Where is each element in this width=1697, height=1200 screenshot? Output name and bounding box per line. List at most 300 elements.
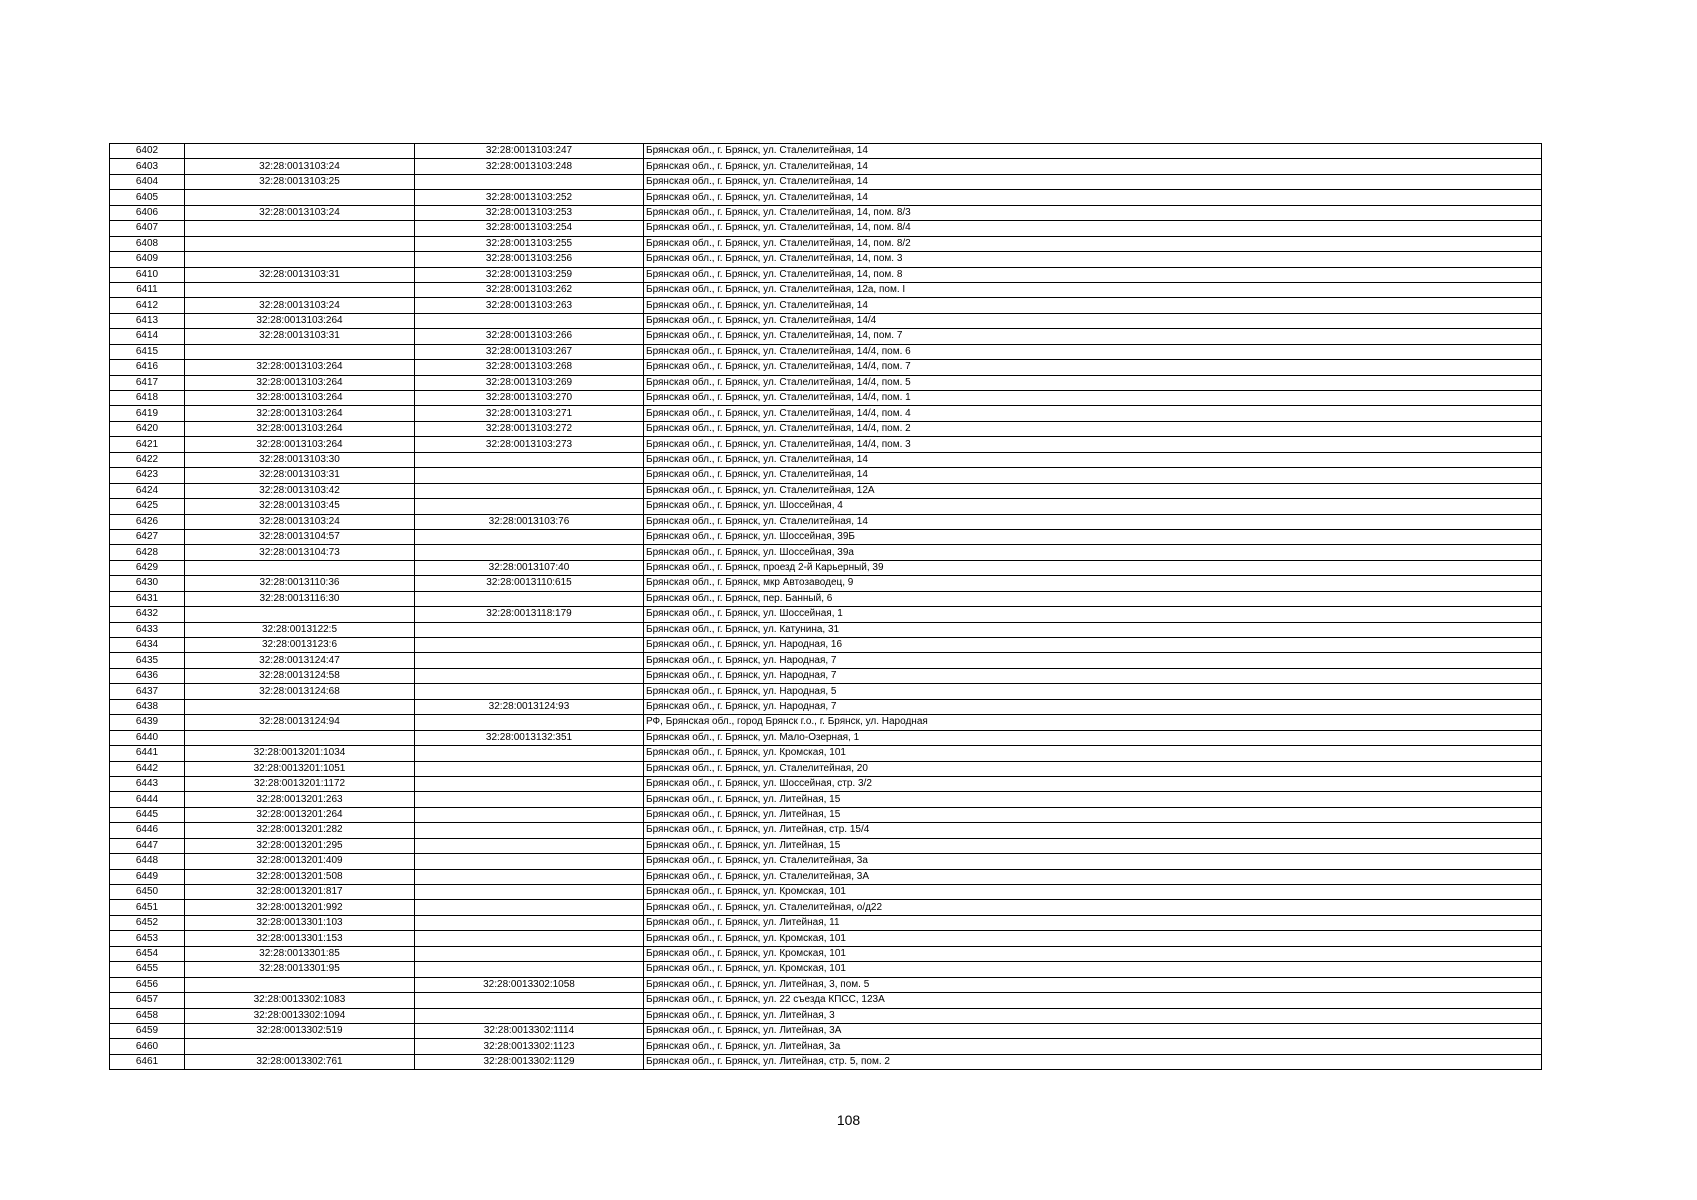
object-cadastral-number-cell <box>415 1008 644 1023</box>
table-row <box>110 252 1542 267</box>
object-cadastral-number-cell <box>415 591 644 606</box>
land-cadastral-number-cell: 32:28:0013103:42 <box>185 483 415 498</box>
object-cadastral-number-cell: 32:28:0013103:273 <box>415 437 644 452</box>
address-cell: Брянская обл., г. Брянск, ул. Шоссейная, 39а <box>644 545 1542 560</box>
address-cell: Брянская обл., г. Брянск, ул. Литейная, 15 <box>644 838 1542 853</box>
land-cadastral-number-cell <box>185 282 415 297</box>
address-cell: Брянская обл., г. Брянск, проезд 2-й Карьерный, 39 <box>644 560 1542 575</box>
land-cadastral-number-cell <box>185 1039 415 1054</box>
object-cadastral-number-cell <box>415 483 644 498</box>
address-cell: Брянская обл., г. Брянск, ул. Сталелитейная, 14/4, пом. 6 <box>644 344 1542 359</box>
object-cadastral-number-cell: 32:28:0013103:272 <box>415 421 644 436</box>
table-row <box>110 159 1542 174</box>
object-cadastral-number-cell: 32:28:0013103:255 <box>415 236 644 251</box>
address-cell: Брянская обл., г. Брянск, ул. Литейная, 3 <box>644 1008 1542 1023</box>
table-row <box>110 483 1542 498</box>
address-cell: Брянская обл., г. Брянск, ул. Сталелитейная, 14, пом. 3 <box>644 252 1542 267</box>
object-cadastral-number-cell: 32:28:0013103:247 <box>415 144 644 159</box>
land-cadastral-number-cell <box>185 977 415 992</box>
address-cell: Брянская обл., г. Брянск, ул. Сталелитейная, 14/4 <box>644 313 1542 328</box>
table-row <box>110 668 1542 683</box>
row-number-cell: 6441 <box>110 746 185 761</box>
table-row <box>110 576 1542 591</box>
table-row <box>110 1054 1542 1069</box>
land-cadastral-number-cell: 32:28:0013124:58 <box>185 668 415 683</box>
row-number-cell: 6430 <box>110 576 185 591</box>
object-cadastral-number-cell: 32:28:0013132:351 <box>415 730 644 745</box>
table-row <box>110 838 1542 853</box>
address-cell: Брянская обл., г. Брянск, ул. Сталелитейная, 12А <box>644 483 1542 498</box>
page-number: 108 <box>836 1112 861 1128</box>
land-cadastral-number-cell: 32:28:0013103:45 <box>185 499 415 514</box>
address-cell: Брянская обл., г. Брянск, ул. Сталелитейная, 14, пом. 8/2 <box>644 236 1542 251</box>
object-cadastral-number-cell: 32:28:0013302:1123 <box>415 1039 644 1054</box>
land-cadastral-number-cell: 32:28:0013103:31 <box>185 329 415 344</box>
land-cadastral-number-cell: 32:28:0013110:36 <box>185 576 415 591</box>
row-number-cell: 6449 <box>110 869 185 884</box>
table-row <box>110 885 1542 900</box>
row-number-cell: 6415 <box>110 344 185 359</box>
object-cadastral-number-cell <box>415 313 644 328</box>
table-row <box>110 174 1542 189</box>
land-cadastral-number-cell: 32:28:0013103:264 <box>185 406 415 421</box>
row-number-cell: 6408 <box>110 236 185 251</box>
table-row <box>110 869 1542 884</box>
address-cell: Брянская обл., г. Брянск, ул. 22 съезда КПСС, 123А <box>644 993 1542 1008</box>
object-cadastral-number-cell: 32:28:0013103:256 <box>415 252 644 267</box>
row-number-cell: 6404 <box>110 174 185 189</box>
address-cell: Брянская обл., г. Брянск, мкр Автозаводец, 9 <box>644 576 1542 591</box>
row-number-cell: 6460 <box>110 1039 185 1054</box>
address-cell: Брянская обл., г. Брянск, ул. Кромская, 101 <box>644 962 1542 977</box>
object-cadastral-number-cell <box>415 668 644 683</box>
land-cadastral-number-cell: 32:28:0013103:31 <box>185 267 415 282</box>
table-row <box>110 638 1542 653</box>
address-cell: Брянская обл., г. Брянск, ул. Народная, 7 <box>644 653 1542 668</box>
address-cell: Брянская обл., г. Брянск, ул. Литейная, 15 <box>644 807 1542 822</box>
land-cadastral-number-cell: 32:28:0013201:263 <box>185 792 415 807</box>
land-cadastral-number-cell <box>185 699 415 714</box>
table-row <box>110 715 1542 730</box>
object-cadastral-number-cell <box>415 823 644 838</box>
table-row <box>110 282 1542 297</box>
table-row <box>110 545 1542 560</box>
object-cadastral-number-cell <box>415 529 644 544</box>
table-row <box>110 360 1542 375</box>
object-cadastral-number-cell <box>415 622 644 637</box>
land-cadastral-number-cell <box>185 607 415 622</box>
object-cadastral-number-cell <box>415 915 644 930</box>
object-cadastral-number-cell <box>415 792 644 807</box>
address-cell: Брянская обл., г. Брянск, ул. Литейная, 3А <box>644 1023 1542 1038</box>
row-number-cell: 6448 <box>110 854 185 869</box>
address-cell: Брянская обл., г. Брянск, ул. Литейная, 3а <box>644 1039 1542 1054</box>
land-cadastral-number-cell: 32:28:0013103:24 <box>185 514 415 529</box>
row-number-cell: 6437 <box>110 684 185 699</box>
row-number-cell: 6422 <box>110 452 185 467</box>
row-number-cell: 6451 <box>110 900 185 915</box>
row-number-cell: 6450 <box>110 885 185 900</box>
table-row <box>110 900 1542 915</box>
address-cell: Брянская обл., г. Брянск, ул. Кромская, 101 <box>644 931 1542 946</box>
land-cadastral-number-cell: 32:28:0013201:409 <box>185 854 415 869</box>
table-row <box>110 205 1542 220</box>
table-row <box>110 931 1542 946</box>
table-row <box>110 699 1542 714</box>
object-cadastral-number-cell <box>415 900 644 915</box>
address-cell: Брянская обл., г. Брянск, ул. Сталелитейная, 3а <box>644 854 1542 869</box>
address-cell: Брянская обл., г. Брянск, ул. Литейная, стр. 5, пом. 2 <box>644 1054 1542 1069</box>
address-cell: Брянская обл., г. Брянск, ул. Сталелитейная, 12а, пом. I <box>644 282 1542 297</box>
address-cell: Брянская обл., г. Брянск, ул. Сталелитейная, 20 <box>644 761 1542 776</box>
land-cadastral-number-cell: 32:28:0013301:85 <box>185 946 415 961</box>
table-row <box>110 236 1542 251</box>
land-cadastral-number-cell: 32:28:0013103:24 <box>185 205 415 220</box>
object-cadastral-number-cell: 32:28:0013118:179 <box>415 607 644 622</box>
row-number-cell: 6461 <box>110 1054 185 1069</box>
address-cell: Брянская обл., г. Брянск, ул. Сталелитейная, 14/4, пом. 4 <box>644 406 1542 421</box>
address-cell: Брянская обл., г. Брянск, ул. Сталелитейная, 14 <box>644 468 1542 483</box>
land-cadastral-number-cell: 32:28:0013301:153 <box>185 931 415 946</box>
object-cadastral-number-cell <box>415 962 644 977</box>
object-cadastral-number-cell <box>415 746 644 761</box>
land-cadastral-number-cell: 32:28:0013302:1083 <box>185 993 415 1008</box>
row-number-cell: 6442 <box>110 761 185 776</box>
object-cadastral-number-cell: 32:28:0013103:271 <box>415 406 644 421</box>
land-cadastral-number-cell: 32:28:0013103:264 <box>185 437 415 452</box>
row-number-cell: 6456 <box>110 977 185 992</box>
address-cell: Брянская обл., г. Брянск, ул. Народная, 7 <box>644 668 1542 683</box>
address-cell: Брянская обл., г. Брянск, ул. Мало-Озерная, 1 <box>644 730 1542 745</box>
table-row <box>110 807 1542 822</box>
object-cadastral-number-cell <box>415 807 644 822</box>
row-number-cell: 6453 <box>110 931 185 946</box>
object-cadastral-number-cell <box>415 776 644 791</box>
object-cadastral-number-cell: 32:28:0013103:263 <box>415 298 644 313</box>
table-row <box>110 730 1542 745</box>
land-cadastral-number-cell: 32:28:0013302:1094 <box>185 1008 415 1023</box>
table-row <box>110 344 1542 359</box>
row-number-cell: 6429 <box>110 560 185 575</box>
land-cadastral-number-cell: 32:28:0013103:30 <box>185 452 415 467</box>
object-cadastral-number-cell <box>415 452 644 467</box>
address-cell: Брянская обл., г. Брянск, ул. Литейная, стр. 15/4 <box>644 823 1542 838</box>
table-row <box>110 437 1542 452</box>
address-cell: Брянская обл., г. Брянск, ул. Катунина, 31 <box>644 622 1542 637</box>
address-cell: Брянская обл., г. Брянск, ул. Сталелитейная, 14 <box>644 514 1542 529</box>
address-cell: Брянская обл., г. Брянск, ул. Кромская, 101 <box>644 746 1542 761</box>
land-cadastral-number-cell: 32:28:0013124:94 <box>185 715 415 730</box>
land-cadastral-number-cell: 32:28:0013103:264 <box>185 360 415 375</box>
row-number-cell: 6416 <box>110 360 185 375</box>
land-cadastral-number-cell: 32:28:0013302:761 <box>185 1054 415 1069</box>
row-number-cell: 6458 <box>110 1008 185 1023</box>
row-number-cell: 6420 <box>110 421 185 436</box>
row-number-cell: 6435 <box>110 653 185 668</box>
land-cadastral-number-cell: 32:28:0013123:6 <box>185 638 415 653</box>
land-cadastral-number-cell: 32:28:0013301:95 <box>185 962 415 977</box>
land-cadastral-number-cell: 32:28:0013302:519 <box>185 1023 415 1038</box>
address-cell: Брянская обл., г. Брянск, ул. Сталелитейная, 14/4, пом. 5 <box>644 375 1542 390</box>
object-cadastral-number-cell <box>415 946 644 961</box>
land-cadastral-number-cell: 32:28:0013201:282 <box>185 823 415 838</box>
row-number-cell: 6411 <box>110 282 185 297</box>
object-cadastral-number-cell: 32:28:0013107:40 <box>415 560 644 575</box>
object-cadastral-number-cell: 32:28:0013103:267 <box>415 344 644 359</box>
table-row <box>110 1008 1542 1023</box>
object-cadastral-number-cell: 32:28:0013103:262 <box>415 282 644 297</box>
address-cell: Брянская обл., г. Брянск, ул. Народная, 5 <box>644 684 1542 699</box>
object-cadastral-number-cell <box>415 993 644 1008</box>
address-cell: Брянская обл., г. Брянск, ул. Сталелитейная, 14, пом. 8/3 <box>644 205 1542 220</box>
address-cell: Брянская обл., г. Брянск, ул. Сталелитейная, 14 <box>644 298 1542 313</box>
row-number-cell: 6413 <box>110 313 185 328</box>
object-cadastral-number-cell <box>415 653 644 668</box>
land-cadastral-number-cell: 32:28:0013201:817 <box>185 885 415 900</box>
row-number-cell: 6457 <box>110 993 185 1008</box>
object-cadastral-number-cell: 32:28:0013302:1129 <box>415 1054 644 1069</box>
row-number-cell: 6444 <box>110 792 185 807</box>
object-cadastral-number-cell: 32:28:0013103:266 <box>415 329 644 344</box>
land-cadastral-number-cell: 32:28:0013104:73 <box>185 545 415 560</box>
object-cadastral-number-cell: 32:28:0013103:270 <box>415 391 644 406</box>
land-cadastral-number-cell <box>185 221 415 236</box>
land-cadastral-number-cell: 32:28:0013103:264 <box>185 421 415 436</box>
land-cadastral-number-cell <box>185 730 415 745</box>
row-number-cell: 6455 <box>110 962 185 977</box>
table-row <box>110 993 1542 1008</box>
row-number-cell: 6432 <box>110 607 185 622</box>
address-cell: Брянская обл., г. Брянск, ул. Шоссейная, 39Б <box>644 529 1542 544</box>
address-cell: Брянская обл., г. Брянск, ул. Сталелитейная, 14/4, пом. 1 <box>644 391 1542 406</box>
row-number-cell: 6417 <box>110 375 185 390</box>
land-cadastral-number-cell: 32:28:0013104:57 <box>185 529 415 544</box>
row-number-cell: 6431 <box>110 591 185 606</box>
address-cell: Брянская обл., г. Брянск, ул. Сталелитейная, 14, пом. 8 <box>644 267 1542 282</box>
row-number-cell: 6446 <box>110 823 185 838</box>
object-cadastral-number-cell <box>415 885 644 900</box>
land-cadastral-number-cell <box>185 144 415 159</box>
land-cadastral-number-cell <box>185 344 415 359</box>
object-cadastral-number-cell <box>415 854 644 869</box>
address-cell: Брянская обл., г. Брянск, ул. Сталелитейная, 14/4, пом. 7 <box>644 360 1542 375</box>
address-cell: Брянская обл., г. Брянск, пер. Банный, 6 <box>644 591 1542 606</box>
table-row <box>110 391 1542 406</box>
row-number-cell: 6406 <box>110 205 185 220</box>
table-row <box>110 267 1542 282</box>
address-cell: Брянская обл., г. Брянск, ул. Народная, 16 <box>644 638 1542 653</box>
object-cadastral-number-cell: 32:28:0013103:259 <box>415 267 644 282</box>
land-cadastral-number-cell <box>185 190 415 205</box>
row-number-cell: 6403 <box>110 159 185 174</box>
row-number-cell: 6434 <box>110 638 185 653</box>
object-cadastral-number-cell <box>415 174 644 189</box>
object-cadastral-number-cell: 32:28:0013302:1114 <box>415 1023 644 1038</box>
address-cell: Брянская обл., г. Брянск, ул. Шоссейная, 4 <box>644 499 1542 514</box>
table-row <box>110 329 1542 344</box>
table-row <box>110 761 1542 776</box>
object-cadastral-number-cell <box>415 468 644 483</box>
object-cadastral-number-cell: 32:28:0013103:76 <box>415 514 644 529</box>
address-cell: Брянская обл., г. Брянск, ул. Литейная, 3, пом. 5 <box>644 977 1542 992</box>
land-cadastral-number-cell: 32:28:0013301:103 <box>185 915 415 930</box>
object-cadastral-number-cell <box>415 931 644 946</box>
row-number-cell: 6436 <box>110 668 185 683</box>
object-cadastral-number-cell: 32:28:0013103:269 <box>415 375 644 390</box>
row-number-cell: 6438 <box>110 699 185 714</box>
table-row <box>110 977 1542 992</box>
address-cell: Брянская обл., г. Брянск, ул. Кромская, 101 <box>644 885 1542 900</box>
table-row <box>110 375 1542 390</box>
land-cadastral-number-cell: 32:28:0013201:264 <box>185 807 415 822</box>
table-row <box>110 915 1542 930</box>
address-cell: Брянская обл., г. Брянск, ул. Шоссейная, стр. 3/2 <box>644 776 1542 791</box>
land-cadastral-number-cell: 32:28:0013103:31 <box>185 468 415 483</box>
land-cadastral-number-cell: 32:28:0013201:992 <box>185 900 415 915</box>
row-number-cell: 6447 <box>110 838 185 853</box>
table-row <box>110 221 1542 236</box>
row-number-cell: 6443 <box>110 776 185 791</box>
land-cadastral-number-cell: 32:28:0013124:47 <box>185 653 415 668</box>
table-row <box>110 406 1542 421</box>
row-number-cell: 6454 <box>110 946 185 961</box>
object-cadastral-number-cell: 32:28:0013103:253 <box>415 205 644 220</box>
table-row <box>110 514 1542 529</box>
land-cadastral-number-cell <box>185 236 415 251</box>
object-cadastral-number-cell: 32:28:0013103:254 <box>415 221 644 236</box>
land-cadastral-number-cell: 32:28:0013103:264 <box>185 375 415 390</box>
land-cadastral-number-cell: 32:28:0013201:295 <box>185 838 415 853</box>
row-number-cell: 6440 <box>110 730 185 745</box>
row-number-cell: 6428 <box>110 545 185 560</box>
row-number-cell: 6421 <box>110 437 185 452</box>
row-number-cell: 6418 <box>110 391 185 406</box>
address-cell: Брянская обл., г. Брянск, ул. Шоссейная, 1 <box>644 607 1542 622</box>
land-cadastral-number-cell: 32:28:0013116:30 <box>185 591 415 606</box>
table-row <box>110 144 1542 159</box>
table-row <box>110 421 1542 436</box>
address-cell: Брянская обл., г. Брянск, ул. Сталелитейная, о/д22 <box>644 900 1542 915</box>
table-row <box>110 190 1542 205</box>
land-cadastral-number-cell: 32:28:0013103:24 <box>185 298 415 313</box>
object-cadastral-number-cell <box>415 715 644 730</box>
row-number-cell: 6452 <box>110 915 185 930</box>
row-number-cell: 6439 <box>110 715 185 730</box>
land-cadastral-number-cell: 32:28:0013103:264 <box>185 313 415 328</box>
address-cell: Брянская обл., г. Брянск, ул. Литейная, 11 <box>644 915 1542 930</box>
address-cell: Брянская обл., г. Брянск, ул. Сталелитейная, 14 <box>644 159 1542 174</box>
object-cadastral-number-cell <box>415 545 644 560</box>
registry-table-body <box>110 144 1542 1070</box>
row-number-cell: 6423 <box>110 468 185 483</box>
land-cadastral-number-cell: 32:28:0013103:24 <box>185 159 415 174</box>
table-row <box>110 622 1542 637</box>
address-cell: Брянская обл., г. Брянск, ул. Кромская, 101 <box>644 946 1542 961</box>
address-cell: Брянская обл., г. Брянск, ул. Сталелитейная, 14, пом. 7 <box>644 329 1542 344</box>
address-cell: Брянская обл., г. Брянск, ул. Сталелитейная, 14 <box>644 190 1542 205</box>
row-number-cell: 6405 <box>110 190 185 205</box>
table-row <box>110 1039 1542 1054</box>
address-cell: Брянская обл., г. Брянск, ул. Сталелитейная, 14/4, пом. 3 <box>644 437 1542 452</box>
row-number-cell: 6414 <box>110 329 185 344</box>
row-number-cell: 6419 <box>110 406 185 421</box>
table-row <box>110 746 1542 761</box>
row-number-cell: 6427 <box>110 529 185 544</box>
land-cadastral-number-cell: 32:28:0013124:68 <box>185 684 415 699</box>
row-number-cell: 6424 <box>110 483 185 498</box>
table-row <box>110 1023 1542 1038</box>
table-row <box>110 529 1542 544</box>
table-row <box>110 560 1542 575</box>
row-number-cell: 6409 <box>110 252 185 267</box>
land-cadastral-number-cell: 32:28:0013201:1172 <box>185 776 415 791</box>
table-row <box>110 298 1542 313</box>
object-cadastral-number-cell: 32:28:0013124:93 <box>415 699 644 714</box>
row-number-cell: 6433 <box>110 622 185 637</box>
land-cadastral-number-cell: 32:28:0013201:1051 <box>185 761 415 776</box>
address-cell: Брянская обл., г. Брянск, ул. Сталелитейная, 14, пом. 8/4 <box>644 221 1542 236</box>
object-cadastral-number-cell <box>415 638 644 653</box>
object-cadastral-number-cell <box>415 684 644 699</box>
row-number-cell: 6407 <box>110 221 185 236</box>
row-number-cell: 6402 <box>110 144 185 159</box>
land-cadastral-number-cell: 32:28:0013103:264 <box>185 391 415 406</box>
table-row <box>110 653 1542 668</box>
object-cadastral-number-cell: 32:28:0013103:252 <box>415 190 644 205</box>
table-row <box>110 776 1542 791</box>
row-number-cell: 6425 <box>110 499 185 514</box>
object-cadastral-number-cell <box>415 838 644 853</box>
table-row <box>110 591 1542 606</box>
row-number-cell: 6445 <box>110 807 185 822</box>
registry-table <box>109 143 1542 1070</box>
row-number-cell: 6412 <box>110 298 185 313</box>
object-cadastral-number-cell <box>415 869 644 884</box>
row-number-cell: 6410 <box>110 267 185 282</box>
land-cadastral-number-cell <box>185 252 415 267</box>
land-cadastral-number-cell: 32:28:0013201:1034 <box>185 746 415 761</box>
land-cadastral-number-cell: 32:28:0013201:508 <box>185 869 415 884</box>
address-cell: Брянская обл., г. Брянск, ул. Сталелитейная, 14/4, пом. 2 <box>644 421 1542 436</box>
table-row <box>110 792 1542 807</box>
address-cell: Брянская обл., г. Брянск, ул. Сталелитейная, 14 <box>644 144 1542 159</box>
address-cell: Брянская обл., г. Брянск, ул. Сталелитейная, 14 <box>644 174 1542 189</box>
table-row <box>110 499 1542 514</box>
table-row <box>110 962 1542 977</box>
object-cadastral-number-cell: 32:28:0013110:615 <box>415 576 644 591</box>
table-row <box>110 854 1542 869</box>
address-cell: Брянская обл., г. Брянск, ул. Сталелитейная, 3А <box>644 869 1542 884</box>
row-number-cell: 6426 <box>110 514 185 529</box>
row-number-cell: 6459 <box>110 1023 185 1038</box>
land-cadastral-number-cell: 32:28:0013103:25 <box>185 174 415 189</box>
land-cadastral-number-cell: 32:28:0013122:5 <box>185 622 415 637</box>
table-row <box>110 313 1542 328</box>
object-cadastral-number-cell: 32:28:0013103:248 <box>415 159 644 174</box>
object-cadastral-number-cell <box>415 499 644 514</box>
table-row <box>110 823 1542 838</box>
land-cadastral-number-cell <box>185 560 415 575</box>
address-cell: РФ, Брянская обл., город Брянск г.о., г. Брянск, ул. Народная <box>644 715 1542 730</box>
address-cell: Брянская обл., г. Брянск, ул. Народная, 7 <box>644 699 1542 714</box>
object-cadastral-number-cell: 32:28:0013103:268 <box>415 360 644 375</box>
table-row <box>110 684 1542 699</box>
address-cell: Брянская обл., г. Брянск, ул. Литейная, 15 <box>644 792 1542 807</box>
table-row <box>110 468 1542 483</box>
table-row <box>110 946 1542 961</box>
table-row <box>110 452 1542 467</box>
address-cell: Брянская обл., г. Брянск, ул. Сталелитейная, 14 <box>644 452 1542 467</box>
